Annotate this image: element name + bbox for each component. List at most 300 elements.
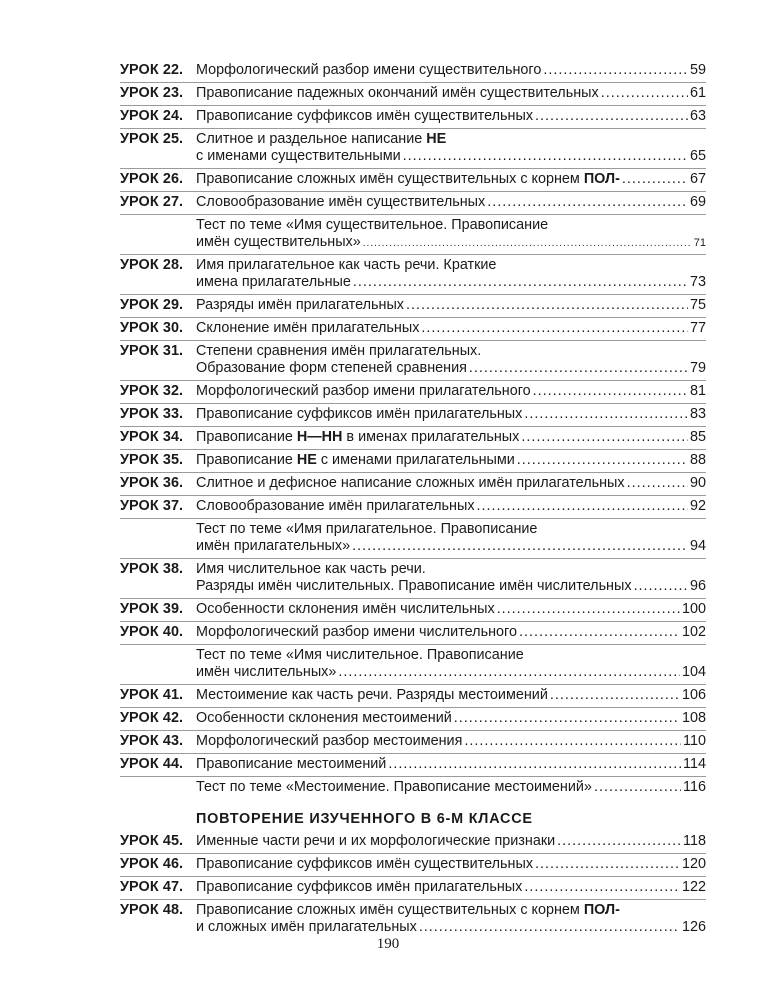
- title-text: Особенности склонения местоимений: [196, 710, 452, 726]
- toc-row: [120, 831, 706, 854]
- page-ref: 63: [689, 108, 706, 124]
- title-text: Разряды имён прилагательных: [196, 297, 405, 313]
- dot-leader: [543, 62, 688, 79]
- title-text: Правописание сложных имён существительных с корнем: [196, 902, 584, 918]
- page-ref: 83: [689, 406, 706, 422]
- toc-row: [120, 169, 706, 192]
- entry-line: [196, 624, 706, 641]
- dot-leader: [622, 171, 688, 188]
- title-text: Тест по теме «Местоимение. Правописание местоимений»: [196, 779, 592, 795]
- title-text: Слитное и дефисное написание сложных имён прилагательных: [196, 475, 625, 491]
- title-text: Образование форм степеней сравнения: [196, 360, 467, 376]
- lesson-label: УРОК 40.: [120, 624, 184, 640]
- entry-line: [196, 360, 706, 377]
- table-of-contents: [120, 60, 706, 939]
- entry-text: [196, 383, 531, 400]
- entry-text: [196, 498, 475, 515]
- lesson-label: УРОК 44.: [120, 756, 184, 772]
- lesson-label: УРОК 46.: [120, 856, 184, 872]
- lesson-label: УРОК 48.: [120, 902, 184, 918]
- entry-text: [196, 561, 426, 578]
- page-ref: 106: [681, 687, 706, 703]
- toc-entry[interactable]: [120, 496, 706, 518]
- title-text: Словообразование имён существительных: [196, 194, 486, 210]
- entry-title: [196, 902, 706, 936]
- toc-entry[interactable]: [120, 427, 706, 449]
- toc-entry[interactable]: [120, 341, 706, 380]
- title-text: Слитное и раздельное написание: [196, 131, 427, 147]
- page-ref: 108: [681, 710, 706, 726]
- entry-title: [196, 561, 706, 595]
- entry-text: [196, 687, 548, 704]
- dot-leader: [517, 452, 688, 469]
- toc-entry[interactable]: [120, 519, 706, 558]
- lesson-label: УРОК 32.: [120, 383, 184, 399]
- entry-text: [196, 624, 517, 641]
- page-ref: 118: [683, 833, 706, 849]
- toc-entry[interactable]: [120, 599, 706, 621]
- entry-line: [196, 406, 706, 423]
- lesson-label: УРОК 38.: [120, 561, 184, 577]
- lesson-label: УРОК 37.: [120, 498, 184, 514]
- entry-text: [196, 297, 404, 314]
- toc-entry[interactable]: [120, 854, 706, 876]
- page-ref: 122: [681, 879, 706, 895]
- toc-row: [120, 318, 706, 341]
- entry-text: [196, 919, 417, 936]
- title-text: с именами прилагательными: [316, 452, 515, 468]
- entry-line: [196, 521, 706, 538]
- title-text: имён прилагательных»: [196, 538, 351, 554]
- toc-entry[interactable]: [120, 215, 706, 254]
- page-ref: 77: [689, 320, 706, 336]
- entry-text: [196, 274, 351, 291]
- toc-row: [120, 192, 706, 215]
- title-text: Правописание сложных имён существительных с корнем: [196, 171, 584, 187]
- page-ref: 61: [689, 85, 706, 101]
- title-text: в именах прилагательных: [342, 429, 520, 445]
- toc-entry[interactable]: [120, 473, 706, 495]
- toc-entry[interactable]: [120, 559, 706, 598]
- entry-line: [196, 62, 706, 79]
- emphasis-text: Н—НН: [296, 429, 343, 445]
- entry-title: [196, 687, 706, 704]
- dot-leader: [521, 429, 688, 446]
- entry-line: [196, 148, 706, 165]
- entry-title: [196, 856, 706, 873]
- title-text: Тест по теме «Имя числительное. Правописание: [196, 647, 524, 663]
- title-text: Правописание суффиксов имён существительных: [196, 108, 534, 124]
- toc-entry[interactable]: [120, 381, 706, 403]
- dot-leader: [477, 498, 688, 515]
- entry-title: [196, 383, 706, 400]
- dot-leader: [352, 538, 688, 555]
- page-ref: 104: [681, 664, 706, 680]
- toc-row: [120, 129, 706, 169]
- lesson-label: УРОК 30.: [120, 320, 184, 336]
- entry-text: [196, 733, 462, 750]
- entry-title: [196, 320, 706, 337]
- toc-row: [120, 559, 706, 599]
- page-ref: 90: [689, 475, 706, 491]
- page-ref: 88: [689, 452, 706, 468]
- toc-row: [120, 622, 706, 645]
- entry-line: [196, 902, 706, 919]
- dot-leader: [533, 383, 688, 400]
- toc-entry[interactable]: [120, 777, 706, 799]
- entry-line: [196, 343, 706, 360]
- toc-row: [120, 731, 706, 754]
- toc-entry[interactable]: [120, 754, 706, 776]
- toc-entry[interactable]: [120, 318, 706, 340]
- entry-line: [196, 194, 706, 211]
- toc-entry[interactable]: [120, 731, 706, 753]
- entry-title: [196, 521, 706, 555]
- entry-text: [196, 234, 361, 251]
- dot-leader: [601, 85, 688, 102]
- entry-text: [196, 148, 401, 165]
- toc-entry[interactable]: [120, 404, 706, 426]
- dot-leader: [535, 856, 680, 873]
- dot-leader: [487, 194, 688, 211]
- title-text: Разряды имён числительных. Правописание имён числительных: [196, 578, 632, 594]
- page-ref: 71: [693, 237, 706, 249]
- page-ref: 81: [689, 383, 706, 399]
- toc-row: [120, 754, 706, 777]
- entry-line: [196, 687, 706, 704]
- section-heading: ПОВТОРЕНИЕ ИЗУЧЕННОГО В 6-М КЛАССЕ: [196, 811, 533, 827]
- title-text: с именами существительными: [196, 148, 401, 164]
- toc-row: [120, 255, 706, 295]
- entry-text: [196, 538, 350, 555]
- lesson-label: УРОК 33.: [120, 406, 184, 422]
- entry-line: [196, 475, 706, 492]
- entry-title: [196, 343, 706, 377]
- title-text: Словообразование имён прилагательных: [196, 498, 475, 514]
- toc-entry[interactable]: [120, 129, 706, 168]
- entry-title: [196, 452, 706, 469]
- lesson-label: УРОК 43.: [120, 733, 184, 749]
- toc-entry[interactable]: [120, 831, 706, 853]
- title-text: Морфологический разбор имени прилагательного: [196, 383, 531, 399]
- dot-leader: [627, 475, 688, 492]
- toc-row: [120, 685, 706, 708]
- entry-title: [196, 131, 706, 165]
- entry-text: [196, 601, 495, 618]
- lesson-label: УРОК 45.: [120, 833, 184, 849]
- entry-line: [196, 131, 706, 148]
- entry-title: [196, 710, 706, 727]
- entry-text: [196, 171, 620, 188]
- entry-text: [196, 360, 467, 377]
- entry-title: [196, 624, 706, 641]
- dot-leader: [469, 360, 688, 377]
- entry-title: [196, 194, 706, 211]
- title-text: Правописание суффиксов имён существительных: [196, 856, 534, 872]
- dot-leader: [550, 687, 680, 704]
- page-ref: 102: [681, 624, 706, 640]
- page-ref: 69: [689, 194, 706, 210]
- entry-text: [196, 131, 446, 148]
- toc-entry[interactable]: [120, 708, 706, 730]
- title-text: имён числительных»: [196, 664, 337, 680]
- dot-leader: [454, 710, 680, 727]
- dot-leader: [524, 406, 688, 423]
- toc-entry[interactable]: [120, 295, 706, 317]
- entry-line: [196, 733, 706, 750]
- page-ref: 96: [689, 578, 706, 594]
- toc-row: [120, 381, 706, 404]
- toc-entry[interactable]: [120, 255, 706, 294]
- dot-leader: [419, 919, 680, 936]
- toc-row: [120, 427, 706, 450]
- toc-entry[interactable]: [120, 83, 706, 105]
- dot-leader: [594, 779, 681, 796]
- entry-title: [196, 85, 706, 102]
- entry-line: [196, 108, 706, 125]
- entry-title: [196, 217, 706, 251]
- entry-text: [196, 62, 541, 79]
- entry-line: [196, 578, 706, 595]
- toc-row: [120, 106, 706, 129]
- toc-row: [120, 708, 706, 731]
- entry-line: [196, 561, 706, 578]
- entry-line: [196, 756, 706, 773]
- lesson-label: УРОК 41.: [120, 687, 184, 703]
- entry-line: [196, 833, 706, 850]
- entry-text: [196, 257, 496, 274]
- dot-leader: [406, 297, 688, 314]
- dot-leader: [535, 108, 688, 125]
- entry-line: [196, 452, 706, 469]
- entry-line: [196, 297, 706, 314]
- toc-entry[interactable]: [120, 60, 706, 82]
- entry-title: [196, 429, 706, 446]
- page-ref: 85: [689, 429, 706, 445]
- dot-leader: [421, 320, 688, 337]
- toc-entry[interactable]: [120, 169, 706, 191]
- entry-line: [196, 274, 706, 291]
- lesson-label: УРОК 27.: [120, 194, 184, 210]
- dot-leader: [403, 148, 688, 165]
- toc-row: [120, 83, 706, 106]
- toc-row: [120, 519, 706, 559]
- title-text: Правописание местоимений: [196, 756, 387, 772]
- entry-text: [196, 647, 524, 664]
- title-text: Особенности склонения имён числительных: [196, 601, 495, 617]
- toc-row: [120, 645, 706, 685]
- entry-title: [196, 406, 706, 423]
- entry-text: [196, 108, 533, 125]
- lesson-label: УРОК 22.: [120, 62, 184, 78]
- entry-line: [196, 779, 706, 796]
- lesson-label: УРОК 39.: [120, 601, 184, 617]
- title-text: Правописание падежных окончаний имён существительных: [196, 85, 599, 101]
- dot-leader: [497, 601, 680, 618]
- title-text: Имя прилагательное как часть речи. Краткие: [196, 257, 497, 273]
- entry-text: [196, 217, 548, 234]
- entry-line: [196, 498, 706, 515]
- lesson-label: УРОК 42.: [120, 710, 184, 726]
- title-text: Именные части речи и их морфологические признаки: [196, 833, 556, 849]
- toc-entry[interactable]: [120, 622, 706, 644]
- entry-text: [196, 710, 452, 727]
- entry-text: [196, 85, 599, 102]
- entry-title: [196, 171, 706, 188]
- page-ref: 92: [689, 498, 706, 514]
- emphasis-text: ПОЛ-: [583, 171, 620, 187]
- entry-line: [196, 647, 706, 664]
- toc-row: [120, 215, 706, 255]
- entry-text: [196, 856, 533, 873]
- entry-line: [196, 257, 706, 274]
- title-text: Тест по теме «Имя существительное. Правописание: [196, 217, 549, 233]
- entry-line: [196, 234, 706, 251]
- lesson-label: УРОК 24.: [120, 108, 184, 124]
- page-ref: 110: [683, 733, 706, 749]
- toc-row: [120, 777, 706, 799]
- entry-text: [196, 664, 336, 681]
- entry-title: [196, 498, 706, 515]
- title-text: Морфологический разбор местоимения: [196, 733, 463, 749]
- entry-line: [196, 710, 706, 727]
- page-ref: 65: [689, 148, 706, 164]
- title-text: Степени сравнения имён прилагательных.: [196, 343, 482, 359]
- page-ref: 79: [689, 360, 706, 376]
- entry-text: [196, 756, 386, 773]
- toc-entry[interactable]: [120, 685, 706, 707]
- page-ref: 73: [689, 274, 706, 290]
- page-ref: 120: [681, 856, 706, 872]
- entry-line: [196, 538, 706, 555]
- lesson-label: УРОК 26.: [120, 171, 184, 187]
- emphasis-text: НЕ: [296, 452, 317, 468]
- toc-entry[interactable]: [120, 106, 706, 128]
- entry-title: [196, 601, 706, 618]
- entry-line: [196, 601, 706, 618]
- entry-title: [196, 833, 706, 850]
- entry-title: [196, 62, 706, 79]
- lesson-label: УРОК 47.: [120, 879, 184, 895]
- emphasis-text: НЕ: [426, 131, 447, 147]
- dot-leader: [557, 833, 681, 850]
- entry-line: [196, 383, 706, 400]
- lesson-label: УРОК 28.: [120, 257, 184, 273]
- toc-row: [120, 295, 706, 318]
- toc-entry[interactable]: [120, 645, 706, 684]
- toc-row: [120, 877, 706, 900]
- page-number: 190: [376, 936, 400, 952]
- page-ref: 67: [689, 171, 706, 187]
- lesson-label: УРОК 34.: [120, 429, 184, 445]
- title-text: имён существительных»: [196, 234, 361, 250]
- entry-text: [196, 521, 537, 538]
- lesson-label: УРОК 23.: [120, 85, 184, 101]
- entry-line: [196, 664, 706, 681]
- dot-leader: [519, 624, 680, 641]
- entry-title: [196, 879, 706, 896]
- dot-leader: [464, 733, 681, 750]
- toc-entry[interactable]: [120, 192, 706, 214]
- entry-title: [196, 779, 706, 796]
- page-ref: 126: [681, 919, 706, 935]
- lesson-label: УРОК 31.: [120, 343, 184, 359]
- title-text: Правописание: [196, 429, 297, 445]
- toc-row: [120, 473, 706, 496]
- toc-row: [120, 404, 706, 427]
- dot-leader: [524, 879, 680, 896]
- entry-title: [196, 475, 706, 492]
- entry-text: [196, 833, 555, 850]
- dot-leader: [338, 664, 680, 681]
- toc-row: [120, 60, 706, 83]
- entry-title: [196, 257, 706, 291]
- title-text: Имя числительное как часть речи.: [196, 561, 426, 577]
- title-text: Морфологический разбор имени числительного: [196, 624, 517, 640]
- entry-text: [196, 578, 632, 595]
- toc-row: [120, 496, 706, 519]
- entry-line: [196, 171, 706, 188]
- title-text: и сложных имён прилагательных: [196, 919, 417, 935]
- entry-line: [196, 429, 706, 446]
- entry-text: [196, 406, 522, 423]
- toc-row: [120, 599, 706, 622]
- entry-title: [196, 297, 706, 314]
- entry-title: [196, 108, 706, 125]
- page-ref: 59: [689, 62, 706, 78]
- title-text: Тест по теме «Имя прилагательное. Правописание: [196, 521, 538, 537]
- toc-entry[interactable]: [120, 877, 706, 899]
- entry-text: [196, 343, 481, 360]
- entry-text: [196, 879, 522, 896]
- page-ref: 116: [683, 779, 706, 795]
- dot-leader: [363, 235, 692, 252]
- lesson-label: УРОК 29.: [120, 297, 184, 313]
- title-text: Склонение имён прилагательных: [196, 320, 420, 336]
- entry-line: [196, 856, 706, 873]
- entry-line: [196, 320, 706, 337]
- entry-text: [196, 475, 625, 492]
- toc-entry[interactable]: [120, 450, 706, 472]
- entry-line: [196, 85, 706, 102]
- entry-text: [196, 452, 515, 469]
- title-text: имена прилагательные: [196, 274, 351, 290]
- title-text: Правописание суффиксов имён прилагательных: [196, 879, 523, 895]
- entry-title: [196, 756, 706, 773]
- dot-leader: [353, 274, 688, 291]
- title-text: Местоимение как часть речи. Разряды местоимений: [196, 687, 548, 703]
- entry-text: [196, 779, 592, 796]
- lesson-label: УРОК 25.: [120, 131, 184, 147]
- toc-row: [120, 341, 706, 381]
- title-text: Правописание: [196, 452, 297, 468]
- title-text: Правописание суффиксов имён прилагательных: [196, 406, 523, 422]
- entry-title: [196, 733, 706, 750]
- entry-text: [196, 429, 519, 446]
- page-ref: 100: [681, 601, 706, 617]
- emphasis-text: ПОЛ-: [583, 902, 620, 918]
- entry-title: [196, 647, 706, 681]
- entry-text: [196, 320, 419, 337]
- entry-line: [196, 879, 706, 896]
- page-ref: 75: [689, 297, 706, 313]
- toc-row: [120, 900, 706, 939]
- entry-text: [196, 194, 485, 211]
- entry-line: [196, 919, 706, 936]
- toc-row: [120, 450, 706, 473]
- dot-leader: [388, 756, 681, 773]
- toc-entry[interactable]: [120, 900, 706, 939]
